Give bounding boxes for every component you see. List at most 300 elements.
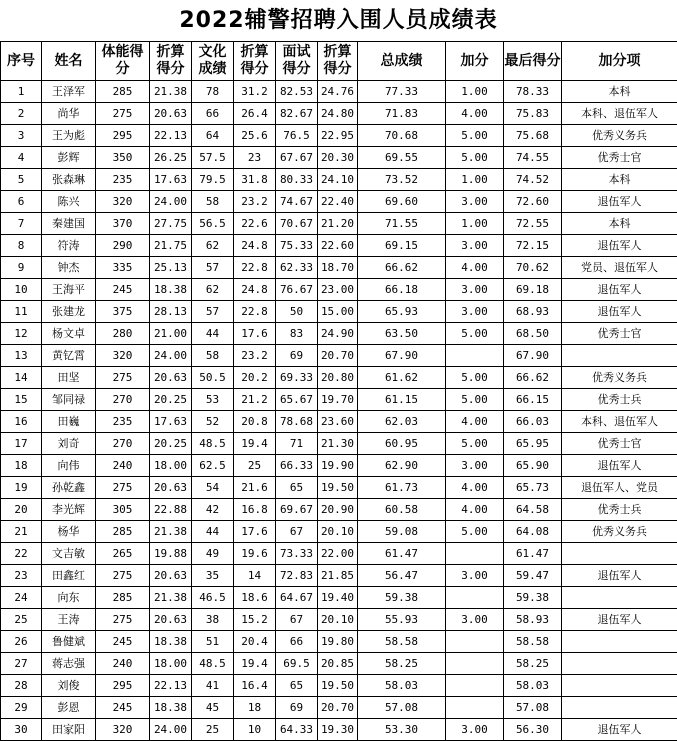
name-cell: 田坚 xyxy=(42,367,96,389)
total-score-cell: 73.52 xyxy=(358,169,446,191)
culture-converted-cell: 25.6 xyxy=(234,125,276,147)
final-score-cell: 65.90 xyxy=(504,455,562,477)
table-row xyxy=(1,169,677,191)
interview-score-cell: 80.33 xyxy=(276,169,318,191)
table-row xyxy=(1,653,677,675)
row-index-cell: 12 xyxy=(1,323,42,345)
name-cell: 符涛 xyxy=(42,235,96,257)
fitness-score-cell: 275 xyxy=(96,367,150,389)
header-cell: 折算得分 xyxy=(318,42,358,81)
table-row xyxy=(1,609,677,631)
bonus-cell: 3.00 xyxy=(446,609,504,631)
row-index-cell: 24 xyxy=(1,587,42,609)
fitness-converted-cell: 20.63 xyxy=(150,477,192,499)
name-cell: 杨文卓 xyxy=(42,323,96,345)
table-row xyxy=(1,675,677,697)
fitness-converted-cell: 20.63 xyxy=(150,565,192,587)
final-score-cell: 68.50 xyxy=(504,323,562,345)
bonus-cell: 1.00 xyxy=(446,213,504,235)
name-cell: 刘奇 xyxy=(42,433,96,455)
bonus-cell: 3.00 xyxy=(446,301,504,323)
table-row xyxy=(1,279,677,301)
bonus-cell: 3.00 xyxy=(446,719,504,741)
fitness-converted-cell: 18.38 xyxy=(150,279,192,301)
bonus-item-cell xyxy=(562,587,677,609)
name-cell: 文吉敏 xyxy=(42,543,96,565)
name-cell: 王泽军 xyxy=(42,81,96,103)
final-score-cell: 72.15 xyxy=(504,235,562,257)
header-cell: 最后得分 xyxy=(504,42,562,81)
interview-score-cell: 69.33 xyxy=(276,367,318,389)
interview-converted-cell: 22.00 xyxy=(318,543,358,565)
fitness-score-cell: 305 xyxy=(96,499,150,521)
interview-score-cell: 67.67 xyxy=(276,147,318,169)
row-index-cell: 9 xyxy=(1,257,42,279)
total-score-cell: 65.93 xyxy=(358,301,446,323)
total-score-cell: 58.25 xyxy=(358,653,446,675)
total-score-cell: 69.15 xyxy=(358,235,446,257)
interview-score-cell: 65 xyxy=(276,477,318,499)
name-cell: 秦建国 xyxy=(42,213,96,235)
culture-converted-cell: 19.6 xyxy=(234,543,276,565)
interview-converted-cell: 19.30 xyxy=(318,719,358,741)
row-index-cell: 4 xyxy=(1,147,42,169)
final-score-cell: 59.38 xyxy=(504,587,562,609)
interview-converted-cell: 18.70 xyxy=(318,257,358,279)
fitness-score-cell: 335 xyxy=(96,257,150,279)
fitness-score-cell: 235 xyxy=(96,411,150,433)
fitness-converted-cell: 17.63 xyxy=(150,411,192,433)
fitness-converted-cell: 28.13 xyxy=(150,301,192,323)
fitness-score-cell: 320 xyxy=(96,191,150,213)
fitness-converted-cell: 22.13 xyxy=(150,675,192,697)
row-index-cell: 22 xyxy=(1,543,42,565)
fitness-score-cell: 320 xyxy=(96,345,150,367)
name-cell: 尚华 xyxy=(42,103,96,125)
interview-converted-cell: 24.10 xyxy=(318,169,358,191)
interview-score-cell: 64.33 xyxy=(276,719,318,741)
bonus-cell: 3.00 xyxy=(446,279,504,301)
bonus-cell: 4.00 xyxy=(446,103,504,125)
row-index-cell: 20 xyxy=(1,499,42,521)
fitness-score-cell: 370 xyxy=(96,213,150,235)
total-score-cell: 71.55 xyxy=(358,213,446,235)
bonus-cell: 5.00 xyxy=(446,367,504,389)
fitness-score-cell: 270 xyxy=(96,389,150,411)
table-row xyxy=(1,345,677,367)
table-row xyxy=(1,147,677,169)
fitness-score-cell: 245 xyxy=(96,697,150,719)
bonus-item-cell: 退伍军人 xyxy=(562,191,677,213)
interview-score-cell: 69 xyxy=(276,697,318,719)
fitness-converted-cell: 24.00 xyxy=(150,719,192,741)
bonus-item-cell xyxy=(562,631,677,653)
fitness-score-cell: 265 xyxy=(96,543,150,565)
interview-converted-cell: 24.76 xyxy=(318,81,358,103)
culture-converted-cell: 17.6 xyxy=(234,521,276,543)
name-cell: 黄钇霄 xyxy=(42,345,96,367)
name-cell: 刘俊 xyxy=(42,675,96,697)
bonus-item-cell: 优秀义务兵 xyxy=(562,521,677,543)
final-score-cell: 74.52 xyxy=(504,169,562,191)
fitness-converted-cell: 21.00 xyxy=(150,323,192,345)
fitness-converted-cell: 20.63 xyxy=(150,609,192,631)
interview-score-cell: 82.67 xyxy=(276,103,318,125)
interview-converted-cell: 22.95 xyxy=(318,125,358,147)
interview-converted-cell: 20.90 xyxy=(318,499,358,521)
row-index-cell: 19 xyxy=(1,477,42,499)
interview-converted-cell: 23.60 xyxy=(318,411,358,433)
culture-score-cell: 66 xyxy=(192,103,234,125)
culture-score-cell: 57.5 xyxy=(192,147,234,169)
bonus-item-cell: 本科 xyxy=(562,169,677,191)
name-cell: 鲁健斌 xyxy=(42,631,96,653)
culture-converted-cell: 22.8 xyxy=(234,257,276,279)
table-row xyxy=(1,631,677,653)
culture-converted-cell: 31.8 xyxy=(234,169,276,191)
row-index-cell: 7 xyxy=(1,213,42,235)
final-score-cell: 75.83 xyxy=(504,103,562,125)
fitness-converted-cell: 17.63 xyxy=(150,169,192,191)
fitness-converted-cell: 21.38 xyxy=(150,587,192,609)
interview-score-cell: 65 xyxy=(276,675,318,697)
total-score-cell: 67.90 xyxy=(358,345,446,367)
total-score-cell: 62.90 xyxy=(358,455,446,477)
total-score-cell: 57.08 xyxy=(358,697,446,719)
name-cell: 田巍 xyxy=(42,411,96,433)
bonus-cell xyxy=(446,543,504,565)
row-index-cell: 2 xyxy=(1,103,42,125)
fitness-score-cell: 290 xyxy=(96,235,150,257)
interview-score-cell: 76.5 xyxy=(276,125,318,147)
culture-converted-cell: 31.2 xyxy=(234,81,276,103)
fitness-converted-cell: 20.25 xyxy=(150,433,192,455)
total-score-cell: 55.93 xyxy=(358,609,446,631)
interview-converted-cell: 24.80 xyxy=(318,103,358,125)
fitness-score-cell: 280 xyxy=(96,323,150,345)
final-score-cell: 70.62 xyxy=(504,257,562,279)
bonus-cell: 3.00 xyxy=(446,235,504,257)
name-cell: 王为彪 xyxy=(42,125,96,147)
interview-score-cell: 76.67 xyxy=(276,279,318,301)
bonus-item-cell: 优秀义务兵 xyxy=(562,367,677,389)
interview-converted-cell: 20.85 xyxy=(318,653,358,675)
interview-score-cell: 82.53 xyxy=(276,81,318,103)
culture-score-cell: 48.5 xyxy=(192,653,234,675)
row-index-cell: 5 xyxy=(1,169,42,191)
total-score-cell: 62.03 xyxy=(358,411,446,433)
final-score-cell: 61.47 xyxy=(504,543,562,565)
bonus-item-cell: 退伍军人 xyxy=(562,565,677,587)
row-index-cell: 23 xyxy=(1,565,42,587)
header-cell: 序号 xyxy=(1,42,42,81)
table-row xyxy=(1,323,677,345)
row-index-cell: 11 xyxy=(1,301,42,323)
interview-converted-cell: 21.30 xyxy=(318,433,358,455)
fitness-score-cell: 245 xyxy=(96,631,150,653)
bonus-item-cell: 本科 xyxy=(562,213,677,235)
name-cell: 孙乾鑫 xyxy=(42,477,96,499)
interview-converted-cell: 20.70 xyxy=(318,697,358,719)
interview-converted-cell: 20.10 xyxy=(318,609,358,631)
culture-score-cell: 41 xyxy=(192,675,234,697)
culture-score-cell: 53 xyxy=(192,389,234,411)
bonus-item-cell: 优秀士兵 xyxy=(562,499,677,521)
name-cell: 张建龙 xyxy=(42,301,96,323)
row-index-cell: 18 xyxy=(1,455,42,477)
interview-converted-cell: 20.10 xyxy=(318,521,358,543)
row-index-cell: 8 xyxy=(1,235,42,257)
name-cell: 陈兴 xyxy=(42,191,96,213)
bonus-item-cell: 本科、退伍军人 xyxy=(562,103,677,125)
total-score-cell: 61.62 xyxy=(358,367,446,389)
interview-converted-cell: 23.00 xyxy=(318,279,358,301)
final-score-cell: 75.68 xyxy=(504,125,562,147)
table-row xyxy=(1,411,677,433)
culture-converted-cell: 19.4 xyxy=(234,433,276,455)
interview-score-cell: 74.67 xyxy=(276,191,318,213)
culture-score-cell: 58 xyxy=(192,345,234,367)
bonus-cell xyxy=(446,675,504,697)
table-row xyxy=(1,565,677,587)
table-row xyxy=(1,103,677,125)
bonus-item-cell xyxy=(562,675,677,697)
interview-converted-cell: 24.90 xyxy=(318,323,358,345)
bonus-cell: 5.00 xyxy=(446,125,504,147)
interview-converted-cell: 20.30 xyxy=(318,147,358,169)
final-score-cell: 66.15 xyxy=(504,389,562,411)
fitness-score-cell: 275 xyxy=(96,565,150,587)
name-cell: 向伟 xyxy=(42,455,96,477)
culture-converted-cell: 20.2 xyxy=(234,367,276,389)
row-index-cell: 3 xyxy=(1,125,42,147)
interview-score-cell: 72.83 xyxy=(276,565,318,587)
bonus-cell xyxy=(446,587,504,609)
bonus-item-cell: 退伍军人 xyxy=(562,609,677,631)
culture-score-cell: 57 xyxy=(192,257,234,279)
culture-score-cell: 48.5 xyxy=(192,433,234,455)
culture-score-cell: 51 xyxy=(192,631,234,653)
table-row xyxy=(1,543,677,565)
fitness-converted-cell: 20.63 xyxy=(150,103,192,125)
bonus-item-cell xyxy=(562,653,677,675)
fitness-converted-cell: 18.00 xyxy=(150,653,192,675)
fitness-converted-cell: 20.63 xyxy=(150,367,192,389)
header-cell: 文化成绩 xyxy=(192,42,234,81)
table-row xyxy=(1,389,677,411)
total-score-cell: 60.95 xyxy=(358,433,446,455)
fitness-converted-cell: 24.00 xyxy=(150,191,192,213)
interview-score-cell: 70.67 xyxy=(276,213,318,235)
culture-score-cell: 46.5 xyxy=(192,587,234,609)
table-row xyxy=(1,499,677,521)
bonus-cell: 1.00 xyxy=(446,81,504,103)
culture-converted-cell: 16.8 xyxy=(234,499,276,521)
bonus-cell xyxy=(446,653,504,675)
bonus-cell xyxy=(446,345,504,367)
bonus-cell: 5.00 xyxy=(446,147,504,169)
fitness-converted-cell: 27.75 xyxy=(150,213,192,235)
culture-score-cell: 58 xyxy=(192,191,234,213)
name-cell: 彭辉 xyxy=(42,147,96,169)
interview-converted-cell: 21.85 xyxy=(318,565,358,587)
fitness-converted-cell: 21.75 xyxy=(150,235,192,257)
culture-converted-cell: 21.6 xyxy=(234,477,276,499)
total-score-cell: 60.58 xyxy=(358,499,446,521)
final-score-cell: 66.62 xyxy=(504,367,562,389)
fitness-converted-cell: 22.13 xyxy=(150,125,192,147)
interview-score-cell: 69.5 xyxy=(276,653,318,675)
interview-score-cell: 50 xyxy=(276,301,318,323)
header-cell: 加分 xyxy=(446,42,504,81)
culture-score-cell: 45 xyxy=(192,697,234,719)
header-cell: 折算得分 xyxy=(150,42,192,81)
bonus-cell: 5.00 xyxy=(446,323,504,345)
final-score-cell: 65.95 xyxy=(504,433,562,455)
bonus-item-cell: 本科 xyxy=(562,81,677,103)
final-score-cell: 78.33 xyxy=(504,81,562,103)
interview-score-cell: 73.33 xyxy=(276,543,318,565)
total-score-cell: 63.50 xyxy=(358,323,446,345)
fitness-converted-cell: 26.25 xyxy=(150,147,192,169)
culture-score-cell: 78 xyxy=(192,81,234,103)
table-row xyxy=(1,235,677,257)
bonus-item-cell: 本科、退伍军人 xyxy=(562,411,677,433)
table-row xyxy=(1,697,677,719)
culture-score-cell: 79.5 xyxy=(192,169,234,191)
final-score-cell: 57.08 xyxy=(504,697,562,719)
row-index-cell: 28 xyxy=(1,675,42,697)
interview-score-cell: 65.67 xyxy=(276,389,318,411)
fitness-score-cell: 235 xyxy=(96,169,150,191)
final-score-cell: 56.30 xyxy=(504,719,562,741)
final-score-cell: 74.55 xyxy=(504,147,562,169)
row-index-cell: 27 xyxy=(1,653,42,675)
fitness-converted-cell: 19.88 xyxy=(150,543,192,565)
culture-score-cell: 42 xyxy=(192,499,234,521)
interview-score-cell: 67 xyxy=(276,609,318,631)
culture-score-cell: 62 xyxy=(192,279,234,301)
header-cell: 体能得分 xyxy=(96,42,150,81)
final-score-cell: 65.73 xyxy=(504,477,562,499)
header-cell: 面试得分 xyxy=(276,42,318,81)
table-row xyxy=(1,125,677,147)
row-index-cell: 25 xyxy=(1,609,42,631)
culture-converted-cell: 17.6 xyxy=(234,323,276,345)
culture-converted-cell: 25 xyxy=(234,455,276,477)
fitness-converted-cell: 20.25 xyxy=(150,389,192,411)
culture-score-cell: 35 xyxy=(192,565,234,587)
final-score-cell: 69.18 xyxy=(504,279,562,301)
interview-score-cell: 69 xyxy=(276,345,318,367)
interview-converted-cell: 19.90 xyxy=(318,455,358,477)
table-row xyxy=(1,521,677,543)
culture-converted-cell: 14 xyxy=(234,565,276,587)
row-index-cell: 21 xyxy=(1,521,42,543)
interview-score-cell: 64.67 xyxy=(276,587,318,609)
fitness-score-cell: 295 xyxy=(96,125,150,147)
name-cell: 李光辉 xyxy=(42,499,96,521)
total-score-cell: 56.47 xyxy=(358,565,446,587)
fitness-score-cell: 285 xyxy=(96,587,150,609)
fitness-score-cell: 275 xyxy=(96,103,150,125)
fitness-converted-cell: 18.00 xyxy=(150,455,192,477)
interview-converted-cell: 19.50 xyxy=(318,675,358,697)
bonus-item-cell: 退伍军人 xyxy=(562,301,677,323)
header-cell: 姓名 xyxy=(42,42,96,81)
bonus-item-cell: 退伍军人 xyxy=(562,455,677,477)
interview-score-cell: 66 xyxy=(276,631,318,653)
culture-score-cell: 57 xyxy=(192,301,234,323)
final-score-cell: 58.03 xyxy=(504,675,562,697)
table-row xyxy=(1,191,677,213)
bonus-item-cell xyxy=(562,543,677,565)
culture-converted-cell: 15.2 xyxy=(234,609,276,631)
interview-converted-cell: 20.80 xyxy=(318,367,358,389)
culture-converted-cell: 10 xyxy=(234,719,276,741)
final-score-cell: 58.25 xyxy=(504,653,562,675)
fitness-score-cell: 295 xyxy=(96,675,150,697)
name-cell: 田鑫红 xyxy=(42,565,96,587)
interview-converted-cell: 19.70 xyxy=(318,389,358,411)
table-row xyxy=(1,367,677,389)
bonus-item-cell: 优秀士官 xyxy=(562,323,677,345)
culture-score-cell: 38 xyxy=(192,609,234,631)
interview-score-cell: 67 xyxy=(276,521,318,543)
total-score-cell: 61.73 xyxy=(358,477,446,499)
bonus-item-cell: 退伍军人 xyxy=(562,279,677,301)
row-index-cell: 6 xyxy=(1,191,42,213)
culture-converted-cell: 19.4 xyxy=(234,653,276,675)
bonus-cell: 4.00 xyxy=(446,499,504,521)
culture-converted-cell: 22.6 xyxy=(234,213,276,235)
bonus-item-cell: 优秀士官 xyxy=(562,433,677,455)
bonus-cell: 5.00 xyxy=(446,389,504,411)
name-cell: 王海平 xyxy=(42,279,96,301)
interview-score-cell: 83 xyxy=(276,323,318,345)
bonus-item-cell: 优秀士兵 xyxy=(562,389,677,411)
name-cell: 蒋志强 xyxy=(42,653,96,675)
bonus-item-cell: 退伍军人 xyxy=(562,719,677,741)
interview-score-cell: 66.33 xyxy=(276,455,318,477)
fitness-score-cell: 240 xyxy=(96,455,150,477)
interview-converted-cell: 19.40 xyxy=(318,587,358,609)
row-index-cell: 29 xyxy=(1,697,42,719)
culture-score-cell: 44 xyxy=(192,521,234,543)
interview-score-cell: 75.33 xyxy=(276,235,318,257)
bonus-item-cell: 优秀义务兵 xyxy=(562,125,677,147)
row-index-cell: 10 xyxy=(1,279,42,301)
bonus-cell xyxy=(446,631,504,653)
total-score-cell: 66.62 xyxy=(358,257,446,279)
fitness-converted-cell: 21.38 xyxy=(150,81,192,103)
score-table xyxy=(0,41,677,741)
final-score-cell: 72.60 xyxy=(504,191,562,213)
final-score-cell: 64.08 xyxy=(504,521,562,543)
bonus-cell: 1.00 xyxy=(446,169,504,191)
bonus-item-cell: 退伍军人、党员 xyxy=(562,477,677,499)
interview-converted-cell: 21.20 xyxy=(318,213,358,235)
fitness-converted-cell: 21.38 xyxy=(150,521,192,543)
culture-score-cell: 44 xyxy=(192,323,234,345)
total-score-cell: 53.30 xyxy=(358,719,446,741)
culture-converted-cell: 24.8 xyxy=(234,279,276,301)
interview-converted-cell: 22.40 xyxy=(318,191,358,213)
total-score-cell: 77.33 xyxy=(358,81,446,103)
header-cell: 折算得分 xyxy=(234,42,276,81)
culture-converted-cell: 18 xyxy=(234,697,276,719)
final-score-cell: 58.93 xyxy=(504,609,562,631)
